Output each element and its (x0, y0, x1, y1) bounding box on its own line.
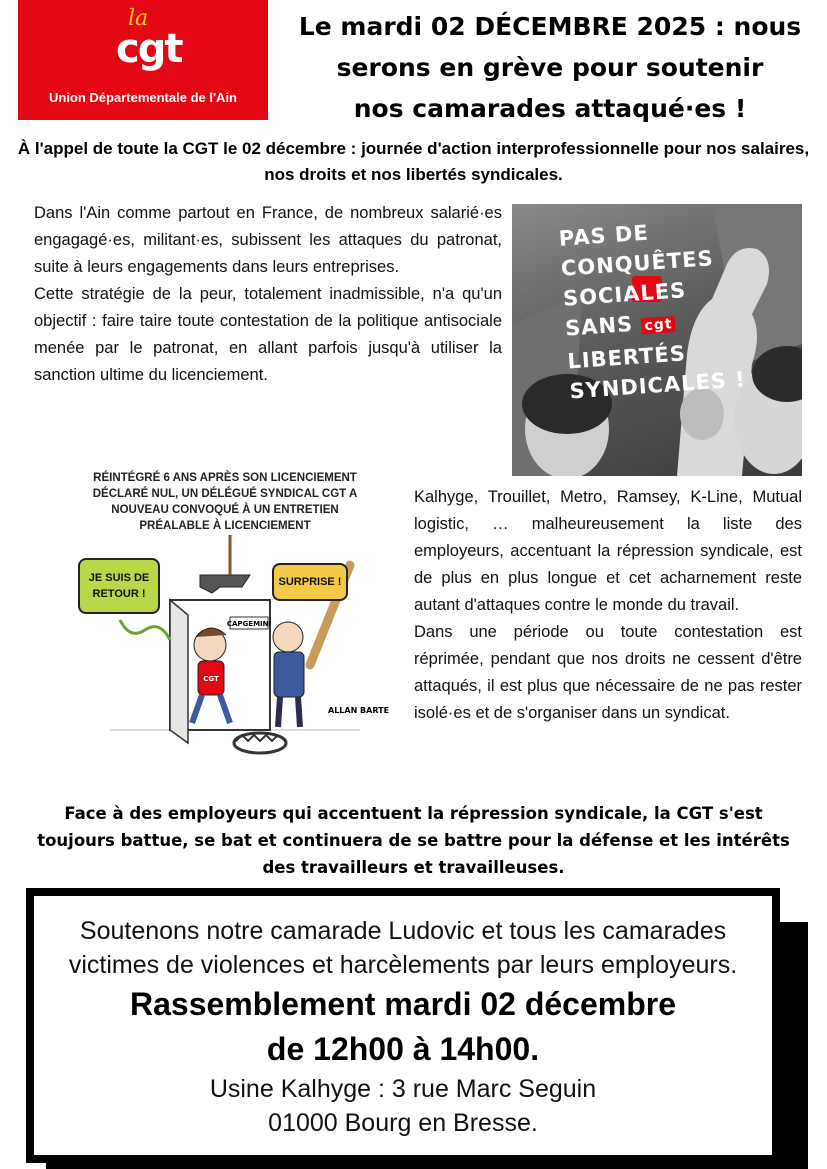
rally-box (26, 888, 780, 1163)
logo-cgt: cgt (116, 26, 182, 72)
slogan-line: PAS DE CONQUÊTES (558, 220, 715, 281)
photo-slogan (558, 209, 790, 407)
door-sign: CAPGEMINI (226, 620, 272, 628)
slogan-line: LIBERTÉS (566, 341, 687, 374)
slogan-cgt-badge: cgt (641, 316, 676, 334)
paragraph-1: Dans l'Ain comme partout en France, de nombreux salarié·es engagagé·es, militant·es, subissent les attaques du patronat, suite à leurs engagements dans leurs entreprises. (34, 204, 502, 276)
paragraph-2: Cette stratégie de la peur, totalement inadmissible, n'a qu'un objectif : faire taire toute contestation de la politique antisociale menée par le patronat, en allant parfois jusqu'à utiliser la sanction ultime du licenciement. (34, 285, 502, 384)
support-line-1: Soutenons notre camarade Ludovic et tous les camarades (79, 917, 727, 945)
speech-bubble-right: SURPRISE ! (272, 563, 348, 601)
headline-line-2: serons en grève pour soutenir (336, 53, 764, 82)
slogan-line: SANS cgt (564, 298, 786, 346)
subheading: À l'appel de toute la CGT le 02 décembre : journée d'action interprofessionnelle pour nos salaires, nos droits et nos libertés syndicales. (17, 139, 810, 184)
intro-text (34, 200, 502, 389)
cartoon-signature: ALLAN BARTE (328, 706, 390, 715)
rally-box-content (34, 896, 772, 1155)
slogan-line: SOCIALES (562, 278, 687, 311)
rally-line-1: Rassemblement mardi 02 décembre (129, 986, 677, 1022)
shirt-label: CGT (203, 675, 219, 683)
paragraph-3: Kalhyge, Trouillet, Metro, Ramsey, K-Line, Mutual logistic, … malheureusement la liste des employeurs, accentuant la répression syndicale, est de plus en plus longue et cet acharnement reste autant d'attaques contre le monde du travail. (414, 488, 802, 614)
logo-la: la (128, 6, 149, 31)
cartoon-drawing (60, 465, 390, 765)
rally-line-2: de 12h00 à 14h00. (266, 1031, 540, 1067)
cgt-logo (18, 0, 268, 120)
speech-bubble-left: JE SUIS DE RETOUR ! (78, 558, 160, 614)
cartoon-illustration (60, 465, 390, 765)
cartoon-caption: RÉINTÉGRÉ 6 ANS APRÈS SON LICENCIEMENT DÉCLARÉ NUL, UN DÉLÉGUÉ SYNDICAL CGT A NOUVEAU CONVOQUÉ À UN ENTRETIEN PRÉALABLE À LICENCIEMENT (92, 472, 358, 532)
headline-line-1: Le mardi 02 DÉCEMBRE 2025 : nous (298, 12, 802, 41)
protest-photo (512, 204, 802, 476)
headline (285, 6, 815, 129)
address-line-1: Usine Kalhyge : 3 rue Marc Seguin (209, 1075, 597, 1103)
paragraph-4: Dans une période ou toute contestation est réprimée, pendant que nos droits ne cessent d'être attaqués, il est plus que nécessaire de ne pas rester isolé·es et de s'organiser dans un syndicat. (414, 623, 802, 722)
headline-line-3: nos camarades attaqué·es ! (353, 94, 747, 123)
address-line-2: 01000 Bourg en Bresse. (268, 1109, 538, 1137)
slogan-line: SYNDICALES ! (568, 367, 747, 404)
closing-statement: Face à des employeurs qui accentuent la répression syndicale, la CGT s'est toujours battue, se bat et continuera de se battre pour la défense et les intérêts des travailleurs et travailleuses. (37, 804, 790, 877)
employers-text (414, 484, 802, 727)
logo-subtitle: Union Départementale de l'Ain (48, 90, 237, 105)
support-line-2: victimes de violences et harcèlements par leurs employeurs. (68, 951, 738, 979)
